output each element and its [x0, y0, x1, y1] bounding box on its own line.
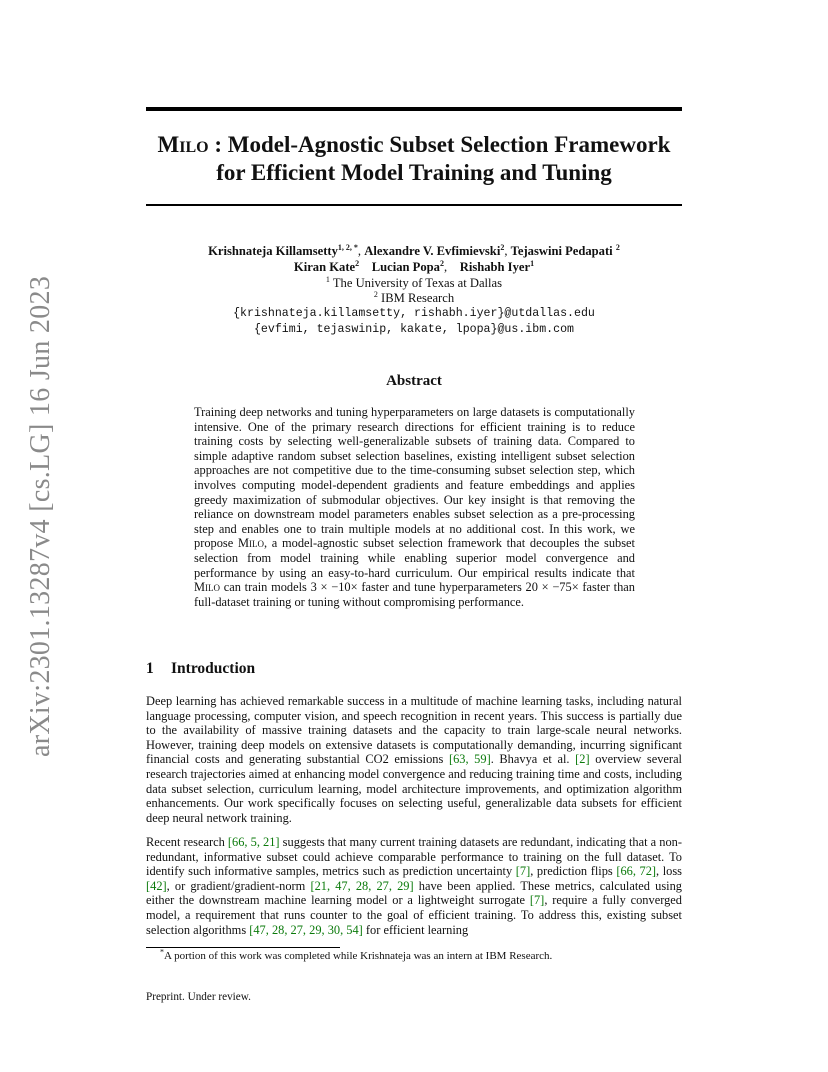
footnote-mark: *: [160, 947, 164, 957]
paragraph-text: , require a fully converged model, a requirement that runs counter to the goal of efficient training. To address this, existing subset selection algorithms: [146, 893, 682, 937]
citation-link[interactable]: [7]: [529, 893, 545, 908]
method-name: Milo: [157, 132, 209, 157]
paper-title-line-1: [146, 130, 682, 160]
section-heading-introduction: [146, 660, 255, 678]
author-affiliation-mark: 2: [500, 242, 505, 252]
author-emails-1: {krishnateja.killamsetty, rishabh.iyer}@utdallas.edu: [233, 307, 595, 320]
title-top-rule: [146, 107, 682, 111]
citation-link[interactable]: [47, 28, 27, 29, 30, 54]: [249, 922, 363, 937]
author-name: Lucian Popa: [371, 260, 440, 274]
author-line-2: Kiran Kate$^2$ Lucian Popa$^2$, Rishabh Iyer$^1$: [293, 258, 535, 274]
author-affiliation-mark: 1: [530, 258, 535, 268]
author-emails-2: {evfimi, tejaswinip, kakate, lpopa}@us.ibm.com: [253, 323, 575, 336]
citation-link[interactable]: [63, 59]: [448, 752, 491, 767]
citation-link[interactable]: [2]: [575, 752, 590, 767]
paragraph-text: have been applied. These metrics, calculated using either the downstream machine learning model or a lightweight surrogate: [146, 878, 682, 908]
method-name: Milo: [194, 580, 221, 595]
section-number: 1: [146, 660, 154, 677]
affiliation-number: 2: [373, 289, 378, 299]
author-affiliation-mark: 1, 2, *: [337, 242, 358, 252]
affiliation-1: [146, 276, 682, 292]
paper-title-line-2: for Efficient Model Training and Tuning: [216, 160, 612, 185]
citation-link[interactable]: [66, 5, 21]: [227, 835, 280, 849]
intro-paragraph-2: [146, 835, 682, 937]
section-title: Introduction: [171, 660, 256, 677]
author-affiliation-mark: 2: [615, 242, 620, 252]
affiliation-2: [146, 291, 682, 307]
affiliation-name: IBM Research: [381, 291, 455, 305]
paragraph-text: suggests that many current training datasets are redundant, indicating that a non-redundant, informative subset could achieve comparable performance to training on the full dataset. To identify such informative samples, metrics such as prediction uncertainty: [146, 835, 682, 879]
speedup-tuning: 20 × −75×: [525, 580, 579, 595]
author-name: Rishabh Iyer: [459, 260, 531, 274]
abstract-text-part: faster than full-dataset training or tuning without compromising performance.: [194, 580, 635, 609]
paragraph-text: Deep learning has achieved remarkable success in a multitude of machine learning tasks, including natural language processing, computer vision, and speech recognition in recent years. This success is partially due to the availability of massive training datasets and the capacity to train large-scale neural networks. However, training deep models on extensive datasets is computationally demanding, incurring significant financial costs and generating substantial CO2 emissions: [146, 694, 682, 767]
author-name: Alexandre V. Evfimievski: [364, 244, 501, 258]
abstract-text-part: faster and tune hyperparameters: [357, 580, 526, 595]
citation-link[interactable]: [42]: [146, 878, 167, 893]
paragraph-text: overview several research trajectories aimed at enhancing model convergence and reducing training time and costs, including data subset selection, curriculum learning, model architecture improvements, and optimization algorithm enhancements. Our work specifically focuses on selecting useful, generalizable data subsets for efficient deep neural network training.: [146, 752, 683, 825]
paragraph-text: , loss: [656, 864, 683, 879]
author-line-1: Krishnateja Killamsetty$^{1, 2, *}$, Alexandre V. Evfimievski$^2$, Tejaswini Pedapati $^2$: [208, 242, 620, 258]
title-text-1: : Model-Agnostic Subset Selection Framework: [214, 132, 671, 157]
paragraph-text: Recent research: [146, 835, 228, 849]
abstract-text-part: can train models: [220, 580, 311, 595]
paragraph-text: , prediction flips: [530, 864, 617, 879]
author-name: Tejaswini Pedapati: [510, 244, 613, 258]
arxiv-stamp-text: arXiv:2301.13287v4 [cs.LG] 16 Jun 2023: [25, 275, 56, 757]
abstract-text-part: Training deep networks and tuning hyperparameters on large datasets is computationally intensive. One of the primary research directions for efficient training is to reduce training costs by selecting well-generalizable subsets of training data. Compared to simple adaptive random subset selection baselines, existing intelligent subset selection approaches are not competitive due to the time-consuming subset selection step, which involves computing model-dependent gradients and feature embeddings and applies greedy maximization of submodular objectives. Our key insight is that removing the reliance on downstream model parameters enables subset selection as a pre-processing step and enables one to train multiple models at no additional cost. In this work, we propose: [194, 405, 635, 551]
abstract-text: [194, 405, 635, 609]
author-affiliation-mark: 2: [355, 258, 360, 268]
abstract-text-part: , a model-agnostic subset selection framework that decouples the subset selection from model training while enabling superior model convergence and performance by using an easy-to-hard curriculum. Our empirical results indicate that: [194, 536, 635, 580]
title-bottom-rule: [146, 204, 682, 206]
citation-link[interactable]: [7]: [515, 864, 531, 879]
intro-paragraph-1: [146, 694, 682, 825]
preprint-notice: Preprint. Under review.: [146, 991, 251, 1003]
footnote-rule: [146, 947, 340, 948]
footnote: [160, 947, 553, 962]
author-affiliation-mark: 2: [439, 258, 444, 268]
citation-link[interactable]: [66, 72]: [616, 864, 657, 879]
paragraph-text: . Bhavya et al.: [490, 752, 576, 767]
abstract-heading: Abstract: [386, 373, 442, 389]
footnote-text: A portion of this work was completed while Krishnateja was an intern at IBM Research.: [164, 950, 553, 962]
author-name: Krishnateja Killamsetty: [208, 244, 338, 258]
citation-link[interactable]: [21, 47, 28, 27, 29]: [310, 878, 414, 893]
paragraph-text: , or gradient/gradient-norm: [166, 878, 311, 893]
affiliation-number: 1: [325, 274, 330, 284]
speedup-training: 3 × −10×: [310, 580, 358, 595]
affiliation-name: The University of Texas at Dallas: [332, 276, 503, 290]
method-name: Milo: [237, 536, 264, 551]
paragraph-text: for efficient learning: [362, 922, 469, 937]
author-name: Kiran Kate: [293, 260, 356, 274]
